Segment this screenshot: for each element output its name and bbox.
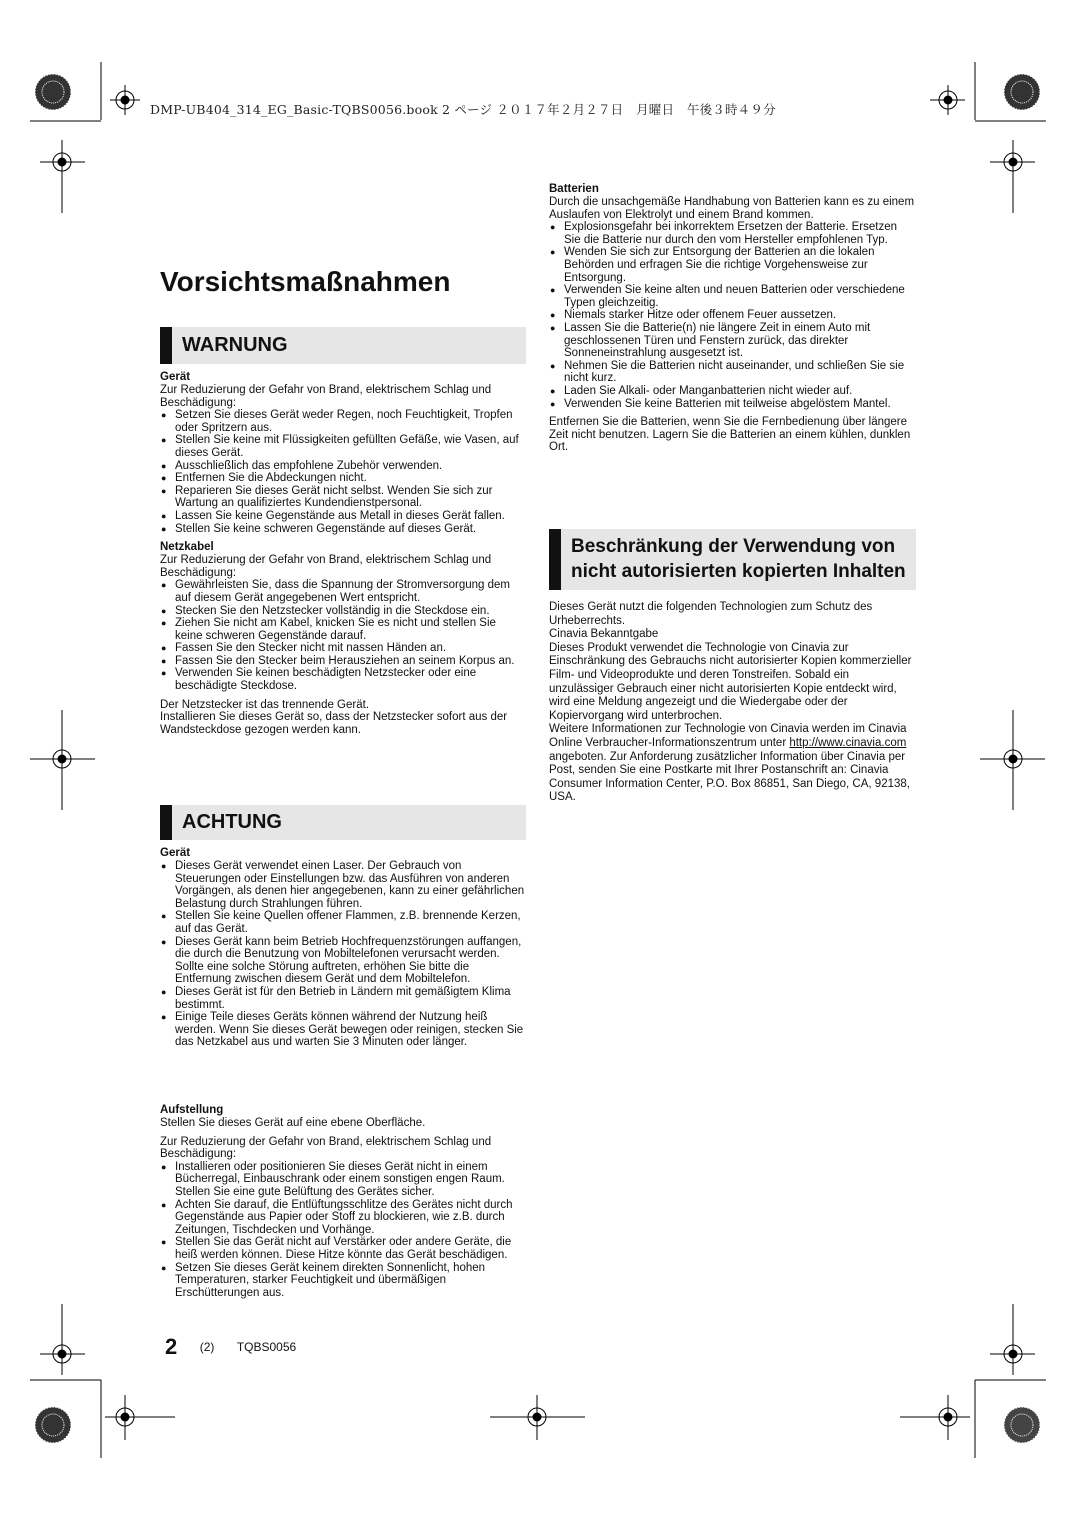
bullet-list xyxy=(160,409,526,535)
bullet-list xyxy=(160,860,526,1049)
list-item: ● Lassen Sie keine Gegenstände aus Metall in dieses Gerät fallen. xyxy=(160,510,526,523)
section-title: Batterien xyxy=(549,183,599,195)
list-item: ● Stellen Sie keine Quellen offener Flammen, z.B. brennende Kerzen, auf das Gerät. xyxy=(160,910,526,935)
page-title: Vorsichtsmaßnahmen xyxy=(160,266,451,297)
warnung-geraet-section xyxy=(160,371,526,736)
list-item: ● Setzen Sie dieses Gerät weder Regen, noch Feuchtigkeit, Tropfen oder Spritzern aus. xyxy=(160,409,526,434)
paragraph-text: Weitere Informationen zur Technologie von Cinavia werden im Cinavia Online Verbraucher-Informationszentrum unter xyxy=(549,723,907,749)
list-item: ● Dieses Gerät kann beim Betrieb Hochfrequenzstörungen auffangen, die durch die Benutzung von Mobiltelefonen verursacht werden. Sollte eine solche Störung auftreten, erhöhen Sie bitte die Entfernung zwischen diesem Gerät und dem Mobiltelefon. xyxy=(160,936,526,986)
paragraph xyxy=(549,723,915,805)
list-item: ● Nehmen Sie die Batterien nicht auseinander, und schließen Sie sie nicht kurz. xyxy=(549,360,915,385)
list-item: ● Ausschließlich das empfohlene Zubehör verwenden. xyxy=(160,460,526,473)
file-header: DMP-UB404_314_EG_Basic-TQBS0056.book 2 ページ ２０１７年２月２７日 月曜日 午後３時４９分 xyxy=(150,102,776,117)
heading-line: Beschränkung der Verwendung von xyxy=(571,536,896,557)
list-item: ● Ziehen Sie nicht am Kabel, knicken Sie es nicht und stellen Sie keine schweren Gegenstände darauf. xyxy=(160,617,526,642)
list-item: ● Reparieren Sie dieses Gerät nicht selbst. Wenden Sie sich zur Wartung an qualifiziertes Kundendienstpersonal. xyxy=(160,485,526,510)
list-item: ● Laden Sie Alkali- oder Manganbatterien nicht wieder auf. xyxy=(549,385,915,398)
list-item: ● Fassen Sie den Stecker beim Herausziehen an seinem Korpus an. xyxy=(160,655,526,668)
registration-mark-left-1 xyxy=(40,140,85,213)
note: Installieren Sie dieses Gerät so, dass der Netzstecker sofort aus der Wandsteckdose gezogen werden kann. xyxy=(160,711,508,736)
list-item: ● Gewährleisten Sie, dass die Spannung der Stromversorgung dem auf diesem Gerät angegebenen Wert entspricht. xyxy=(160,579,526,604)
registration-mark-right-3 xyxy=(990,1304,1035,1375)
list-item: ● Entfernen Sie die Abdeckungen nicht. xyxy=(160,472,526,485)
bullet-list xyxy=(160,579,526,692)
list-item: ● Stellen Sie das Gerät nicht auf Verstärker oder andere Geräte, die heiß werden können. Diese Hitze könnte das Gerät beschädigen. xyxy=(160,1236,526,1261)
page-footer xyxy=(165,1334,296,1360)
list-item: ● Achten Sie darauf, die Entlüftungsschlitze des Gerätes nicht durch Gegenstände aus Papier oder Stoff zu blockieren, wie z.B. durch Zeitungen, Tischdecken und Vorhänge. xyxy=(160,1199,526,1237)
list-item: ● Stellen Sie keine schweren Gegenstände auf dieses Gerät. xyxy=(160,523,526,536)
starburst-mark-top-right xyxy=(1004,74,1040,110)
paragraph: Dieses Gerät nutzt die folgenden Technologien zum Schutz des Urheberrechts. xyxy=(549,601,873,627)
aufstellung-section xyxy=(160,1104,526,1299)
list-item: ● Stecken Sie den Netzstecker vollständig in die Steckdose ein. xyxy=(160,605,526,618)
list-item: ● Niemals starker Hitze oder offenem Feuer aussetzen. xyxy=(549,309,915,322)
section-title: Aufstellung xyxy=(160,1104,224,1116)
list-item: ● Fassen Sie den Stecker nicht mit nassen Händen an. xyxy=(160,642,526,655)
registration-mark-right-2 xyxy=(980,710,1045,810)
paragraph: Cinavia Bekanntgabe xyxy=(549,628,659,641)
registration-mark-left-2 xyxy=(30,710,95,810)
list-item: ● Verwenden Sie keine alten und neuen Batterien oder verschiedene Typen gleichzeitig. xyxy=(549,284,915,309)
section-title: Netzkabel xyxy=(160,541,214,554)
list-item: ● Setzen Sie dieses Gerät keinem direkten Sonnenlicht, hohen Temperaturen, starker Feuchtigkeit und übermäßigen Erschütterungen aus. xyxy=(160,1262,526,1300)
list-item: ● Stellen Sie keine mit Flüssigkeiten gefüllten Gefäße, wie Vasen, auf dieses Gerät. xyxy=(160,434,526,459)
section-title: Gerät xyxy=(160,847,191,859)
registration-mark-bottom-center xyxy=(490,1395,585,1440)
page-number: 2 xyxy=(165,1334,178,1359)
cinavia-link[interactable]: http://www.cinavia.com xyxy=(789,736,907,749)
paragraph: Dieses Produkt verwendet die Technologie von Cinavia zur Einschränkung des Gebrauchs nicht autorisierter Kopien kommerzieller Film- und Videoprodukte und deren Tonstreifen. Sobald ein unzulässiger Gebrauch einer nicht autorisierten Kopie entdeckt wird, wird eine Meldung angezeigt und die Wiedergabe oder der Kopiervorgang wird unterbrochen. xyxy=(549,641,912,722)
list-item: ● Explosionsgefahr bei inkorrektem Ersetzen der Batterie. Ersetzen Sie die Batterie nur durch den vom Hersteller empfohlenen Typ. xyxy=(549,221,915,246)
section-intro: Zur Reduzierung der Gefahr von Brand, elektrischem Schlag und Beschädigung: xyxy=(160,384,492,409)
bullet-list xyxy=(549,221,915,410)
achtung-heading: ACHTUNG xyxy=(160,805,526,840)
warnung-heading: WARNUNG xyxy=(160,327,526,364)
starburst-mark-bottom-right xyxy=(1004,1407,1040,1443)
bullet-list xyxy=(160,1161,526,1300)
registration-mark-top-left xyxy=(110,85,140,115)
beschraenkung-heading xyxy=(549,529,916,590)
document-code: TQBS0056 xyxy=(236,1340,297,1354)
list-item: ● Installieren oder positionieren Sie dieses Gerät nicht in einem Bücherregal, Einbauschrank oder einem sonstigen engen Raum. Stellen Sie eine gute Belüftung des Gerätes sicher. xyxy=(160,1161,526,1199)
beschraenkung-section xyxy=(549,601,915,805)
list-item: ● Dieses Gerät ist für den Betrieb in Ländern mit gemäßigtem Klima bestimmt. xyxy=(160,986,526,1011)
list-item: ● Einige Teile dieses Geräts können während der Nutzung heiß werden. Wenn Sie dieses Gerät bewegen oder reinigen, stecken Sie das Netzkabel aus und warten Sie 3 Minuten oder länger. xyxy=(160,1011,526,1049)
registration-mark-bottom-right xyxy=(900,1395,970,1440)
starburst-mark-bottom-left xyxy=(35,1407,71,1443)
heading-line: nicht autorisierten kopierten Inhalten xyxy=(571,561,906,582)
achtung-geraet-section xyxy=(160,847,526,1049)
section-line: Stellen Sie dieses Gerät auf eine ebene Oberfläche. xyxy=(160,1117,426,1129)
list-item: ● Wenden Sie sich zur Entsorgung der Batterien an die lokalen Behörden und erfragen Sie die richtige Vorgehensweise zur Entsorgung. xyxy=(549,246,915,284)
note: Der Netzstecker ist das trennende Gerät. xyxy=(160,698,370,711)
registration-mark-bottom-left xyxy=(105,1395,175,1440)
list-item: ● Verwenden Sie keine Batterien mit teilweise abgelöstem Mantel. xyxy=(549,398,915,411)
page-subnumber: (2) xyxy=(199,1340,215,1354)
batterien-section xyxy=(549,183,915,454)
list-item: ● Lassen Sie die Batterie(n) nie längere Zeit in einem Auto mit geschlossenen Türen und Fenstern zurück, das direkter Sonneneinstrahlung ausgesetzt ist. xyxy=(549,322,915,360)
registration-mark-left-3 xyxy=(40,1304,85,1375)
list-item: ● Dieses Gerät verwendet einen Laser. Der Gebrauch von Steuerungen oder Einstellungen bzw. das Ausführen von anderen Vorgängen, als denen hier angegebenen, kann zu einer gefährlichen Belastung durch Strahlungen führen. xyxy=(160,860,526,910)
starburst-mark-top-left xyxy=(35,74,71,110)
section-intro: Durch die unsachgemäße Handhabung von Batterien kann es zu einem Auslaufen von Elektrolyt und einem Brand kommen. xyxy=(549,196,915,221)
list-item: ● Verwenden Sie keinen beschädigten Netzstecker oder eine beschädigte Steckdose. xyxy=(160,667,526,692)
section-intro: Zur Reduzierung der Gefahr von Brand, elektrischem Schlag und Beschädigung: xyxy=(160,554,492,579)
registration-mark-top-right xyxy=(930,85,965,115)
section-title: Gerät xyxy=(160,371,191,383)
paragraph-text: angeboten. Zur Anforderung zusätzlicher Information über Cinavia per Post, senden Sie eine Postkarte mit Ihrer Postanschrift an: Cinavia Consumer Information Center, P.O. Box 86851, San Diego, CA, 92138, USA. xyxy=(549,750,910,804)
registration-mark-right-1 xyxy=(990,140,1035,213)
note: Entfernen Sie die Batterien, wenn Sie die Fernbedienung über längere Zeit nicht benutzen. Lagern Sie die Batterien an einem kühlen, dunklen Ort. xyxy=(549,416,911,454)
section-intro: Zur Reduzierung der Gefahr von Brand, elektrischem Schlag und Beschädigung: xyxy=(160,1135,492,1161)
